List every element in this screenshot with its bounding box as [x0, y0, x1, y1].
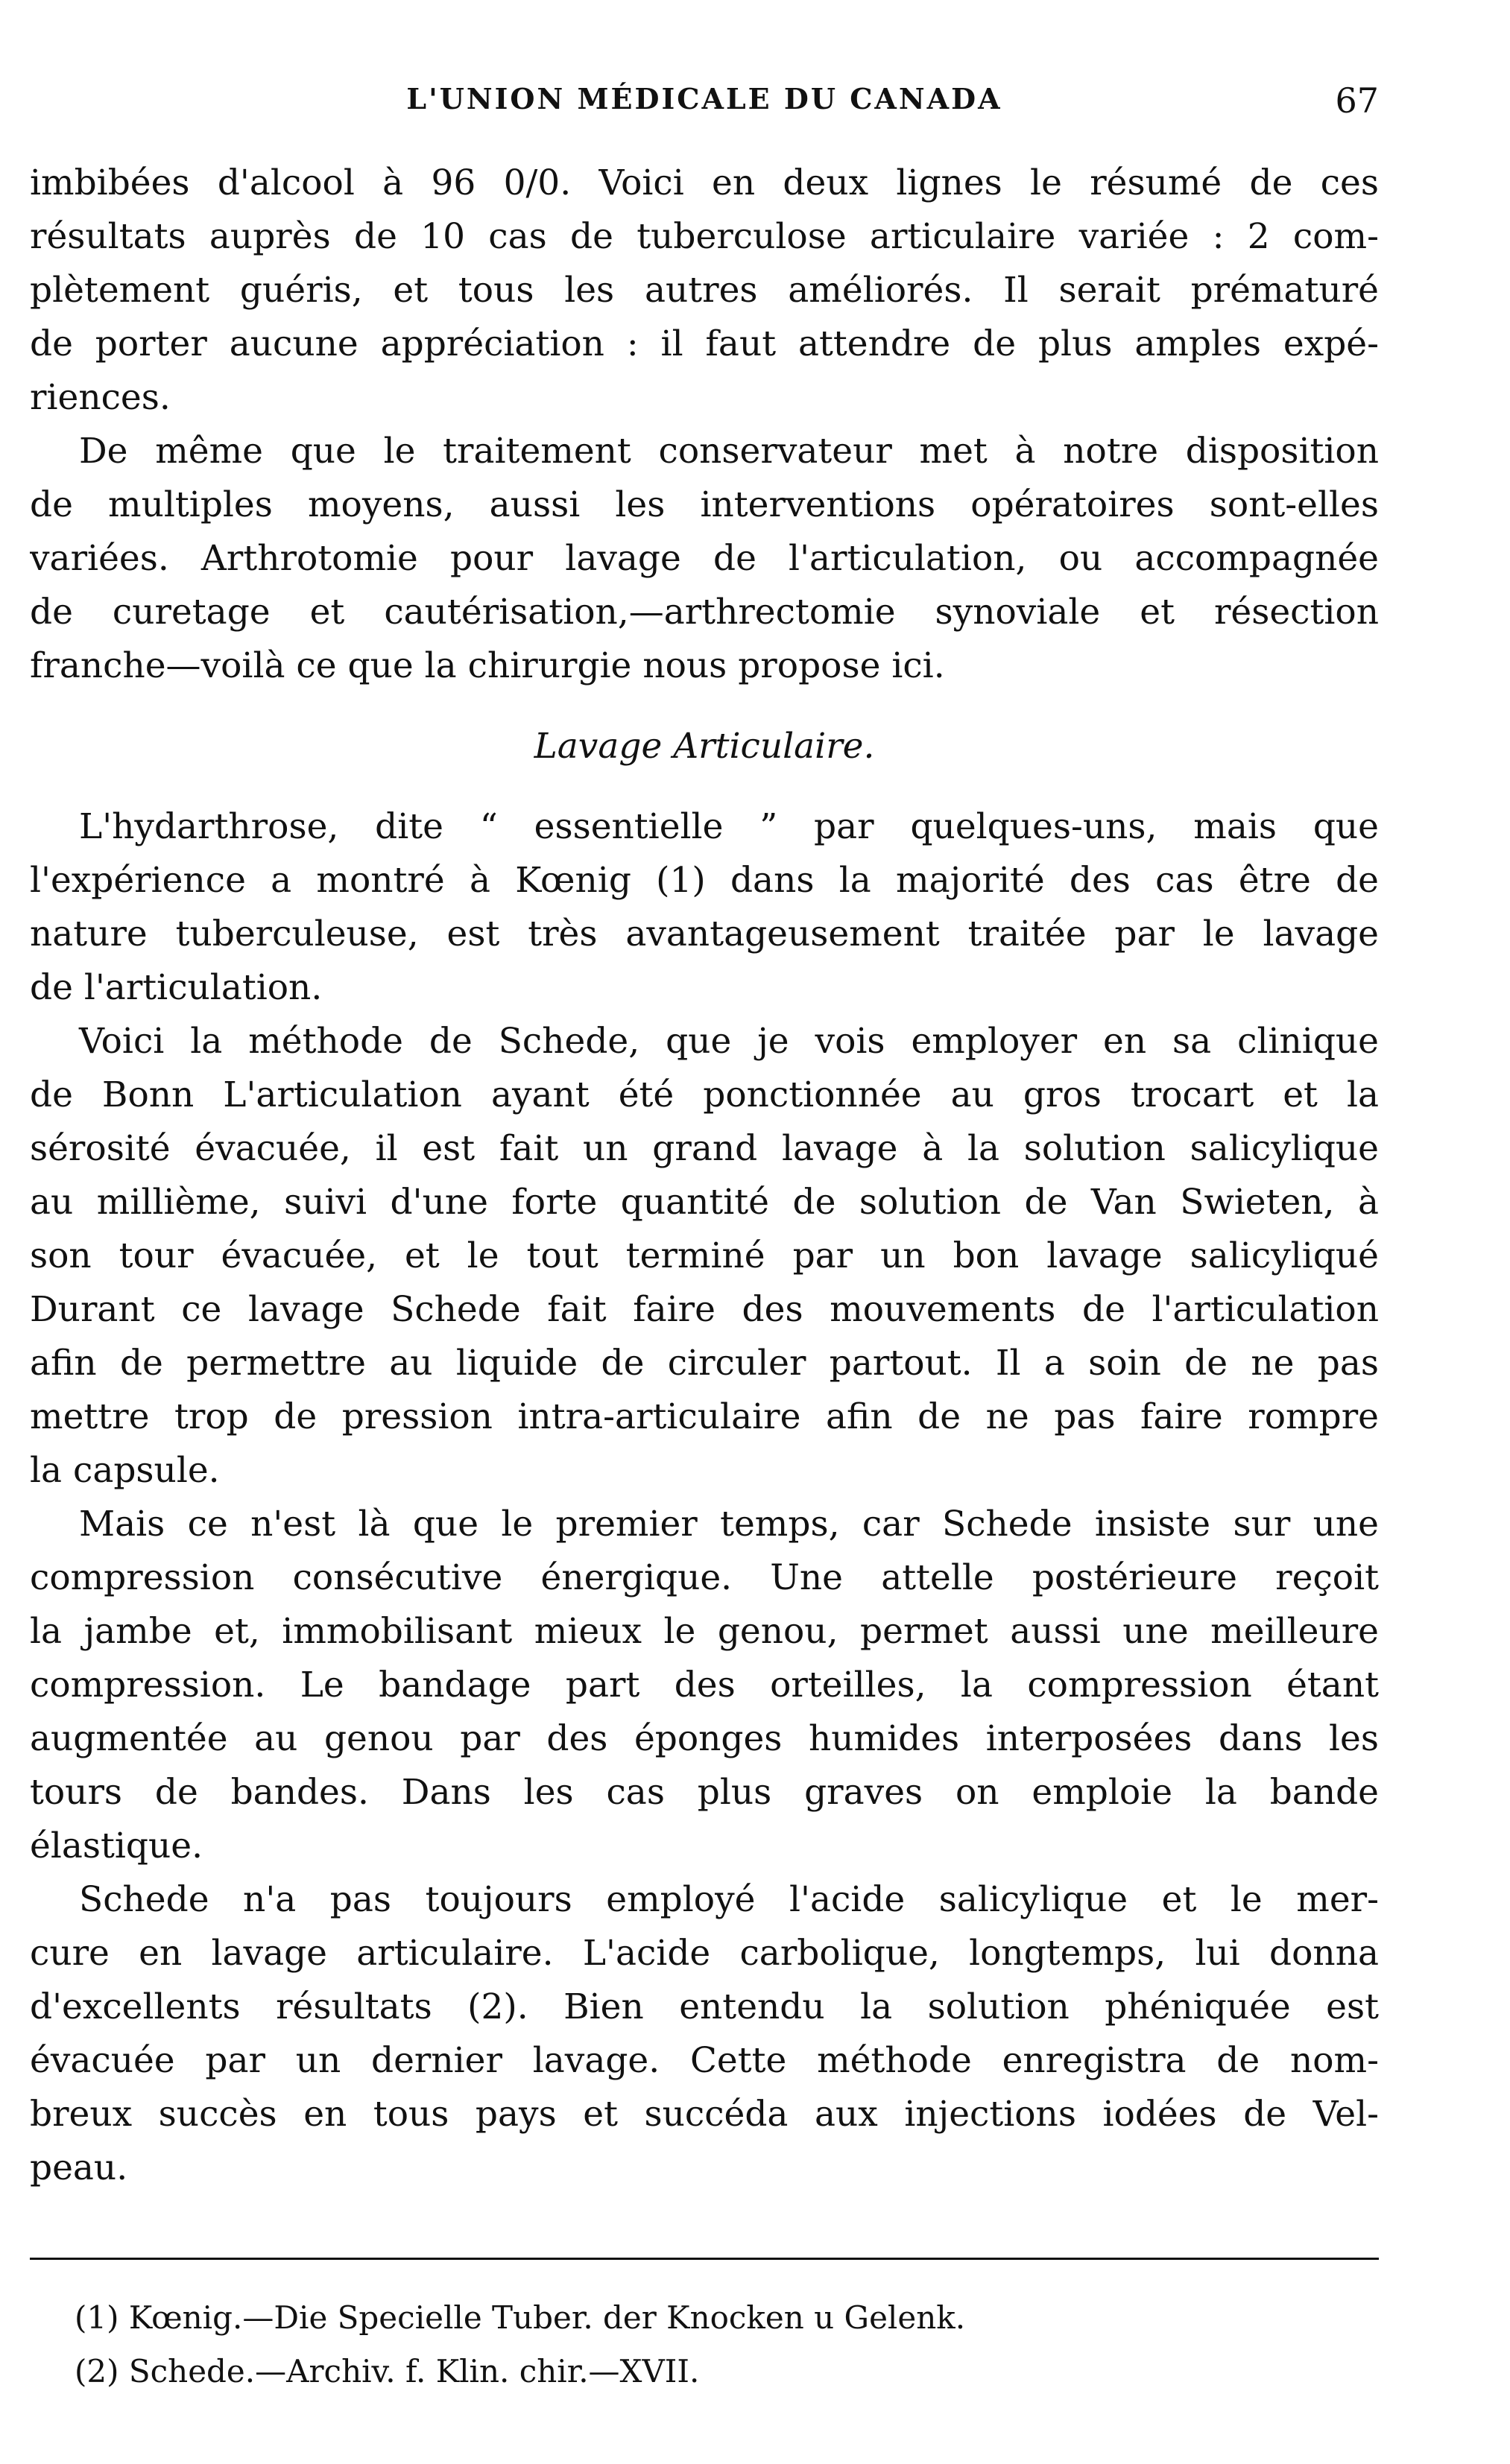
text-line: variées. Arthrotomie pour lavage de l'articulation, ou accompagnée: [30, 538, 1379, 579]
footnote-1: (1) Kœnig.—Die Specielle Tuber. der Knocken u Gelenk.: [75, 2299, 966, 2336]
text-line: au millième, suivi d'une forte quantité de solution de Van Swieten, à: [30, 1182, 1379, 1223]
text-line: plètement guéris, et tous les autres améliorés. Il serait prématuré: [30, 270, 1379, 311]
running-head: [30, 82, 1379, 134]
text-line: afin de permettre au liquide de circuler partout. Il a soin de ne pas: [30, 1343, 1379, 1384]
text-line: l'expérience a montré à Kœnig (1) dans la majorité des cas être de: [30, 860, 1379, 901]
text-line: Schede n'a pas toujours employé l'acide salicylique et le mer-: [79, 1879, 1379, 1920]
text-line: élastique.: [30, 1825, 203, 1866]
text-line: tours de bandes. Dans les cas plus graves on emploie la bande: [30, 1772, 1379, 1813]
text-line: mettre trop de pression intra-articulaire afin de ne pas faire rompre: [30, 1396, 1379, 1437]
text-line: Mais ce n'est là que le premier temps, car Schede insiste sur une: [79, 1504, 1379, 1545]
text-line: de porter aucune appréciation : il faut attendre de plus amples expé-: [30, 323, 1379, 364]
text-line: la capsule.: [30, 1450, 220, 1491]
text-line: franche—voilà ce que la chirurgie nous propose ici.: [30, 645, 945, 686]
footnote-2: (2) Schede.—Archiv. f. Klin. chir.—XVII.: [75, 2353, 700, 2389]
body-text: [30, 156, 1379, 2195]
text-line: peau.: [30, 2147, 128, 2188]
paragraph: [30, 425, 1379, 693]
text-line: Durant ce lavage Schede fait faire des mouvements de l'articulation: [30, 1289, 1379, 1330]
text-line: résultats auprès de 10 cas de tuberculose articulaire variée : 2 com-: [30, 216, 1379, 257]
text-line: L'hydarthrose, dite “ essentielle ” par quelques-uns, mais que: [79, 806, 1379, 847]
text-line: augmentée au genou par des éponges humides interposées dans les: [30, 1718, 1379, 1759]
text-line: cure en lavage articulaire. L'acide carbolique, longtemps, lui donna: [30, 1933, 1379, 1974]
paragraph: [30, 1015, 1379, 1498]
text-line: son tour évacuée, et le tout terminé par un bon lavage salicyliqué: [30, 1235, 1379, 1276]
paragraph: [30, 156, 1379, 425]
text-line: de curetage et cautérisation,—arthrectomie synoviale et résection: [30, 592, 1379, 633]
section-heading: Lavage Articulaire.: [534, 726, 875, 767]
text-line: nature tuberculeuse, est très avantageusement traitée par le lavage: [30, 913, 1379, 954]
text-line: de Bonn L'articulation ayant été ponctionnée au gros trocart et la: [30, 1074, 1379, 1115]
text-line: riences.: [30, 377, 171, 418]
text-line: de multiples moyens, aussi les interventions opératoires sont-elles: [30, 484, 1379, 525]
text-line: compression. Le bandage part des orteilles, la compression étant: [30, 1665, 1379, 1706]
text-line: compression consécutive énergique. Une attelle postérieure reçoit: [30, 1557, 1379, 1598]
text-line: d'excellents résultats (2). Bien entendu la solution phéniquée est: [30, 1986, 1379, 2027]
text-line: breux succès en tous pays et succéda aux injections iodées de Vel-: [30, 2094, 1379, 2135]
text-line: De même que le traitement conservateur met à notre disposition: [79, 431, 1379, 472]
page-number: 67: [1335, 80, 1379, 121]
footnote-divider: [30, 2258, 1379, 2260]
text-line: Voici la méthode de Schede, que je vois employer en sa clinique: [79, 1021, 1379, 1062]
text-line: la jambe et, immobilisant mieux le genou, permet aussi une meilleure: [30, 1611, 1379, 1652]
paragraph: [30, 800, 1379, 1015]
paragraph: [30, 1498, 1379, 1873]
text-line: de l'articulation.: [30, 967, 323, 1008]
text-line: évacuée par un dernier lavage. Cette méthode enregistra de nom-: [30, 2040, 1379, 2081]
text-line: sérosité évacuée, il est fait un grand lavage à la solution salicylique: [30, 1128, 1379, 1169]
footnotes: [75, 2291, 1342, 2398]
paragraph: [30, 1873, 1379, 2195]
journal-title: L'UNION MÉDICALE DU CANADA: [406, 82, 1002, 115]
text-line: imbibées d'alcool à 96 0/0. Voici en deux lignes le résumé de ces: [30, 162, 1379, 203]
